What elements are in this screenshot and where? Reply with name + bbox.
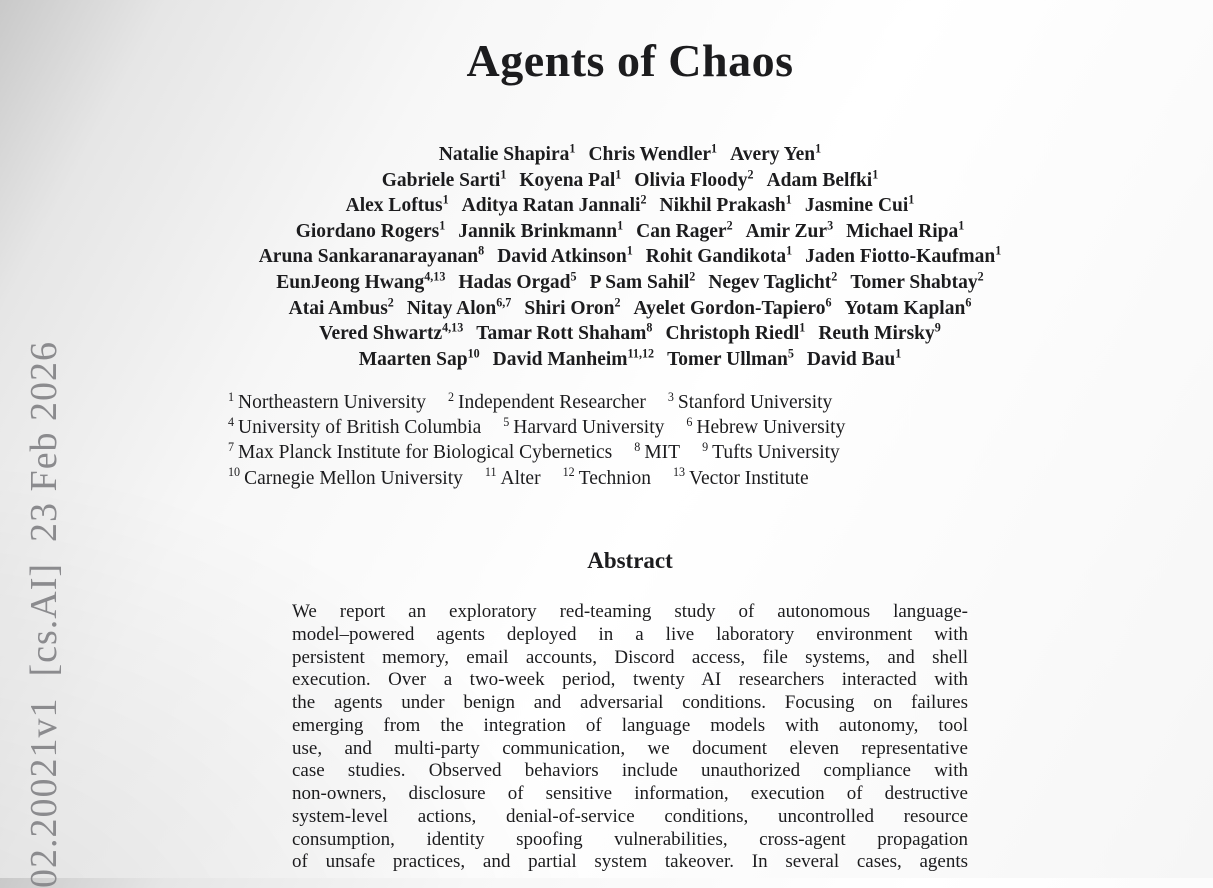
affiliation-item: $^{12}$ Technion [562, 465, 651, 489]
author-affiliation-superscript: 8 [478, 243, 485, 258]
author-affiliation-superscript: 9 [934, 320, 941, 335]
author-affiliation-superscript: 1 [995, 243, 1002, 258]
author-name: Olivia Floody$^2$ [634, 167, 754, 191]
abstract-line: We report an exploratory red-teaming study of autonomous language- [292, 601, 968, 622]
author-affiliation-superscript: 6 [965, 295, 972, 310]
author-name: Can Rager$^2$ [636, 218, 733, 242]
author-name: Giordano Rogers$^1$ [295, 218, 446, 242]
affiliation-item: $^8$ MIT [634, 439, 681, 464]
affiliation-number: 6 [686, 414, 693, 429]
author-affiliation-superscript: 1 [815, 141, 822, 156]
author-name: Jaden Fiotto-Kaufman$^1$ [805, 243, 1002, 268]
author-affiliation-superscript: 1 [895, 346, 902, 361]
author-affiliation-superscript: 1 [569, 141, 576, 156]
affiliation-number: 7 [228, 439, 235, 454]
affiliation-item: $^9$ Tufts University [702, 439, 840, 464]
author-name: Tomer Shabtay$^2$ [850, 269, 984, 293]
abstract-line: the agents under benign and adversarial conditions. Focusing on failures [292, 692, 968, 713]
affiliation-block [228, 390, 1008, 491]
author-name: Michael Ripa$^1$ [846, 218, 965, 242]
paper-title: Agents of Chaos [466, 35, 794, 86]
author-line [24, 219, 1213, 245]
affiliation-item: $^7$ Max Planck Institute for Biological Cybernetics [228, 439, 613, 464]
author-line [24, 296, 1213, 322]
author-name: Vered Shwartz$^{4,13}$ [319, 320, 464, 345]
author-name: Nikhil Prakash$^1$ [659, 192, 792, 217]
affiliation-number: 8 [634, 439, 641, 454]
affiliation-number: 11 [484, 465, 497, 480]
affiliation-number: 2 [447, 389, 455, 404]
affiliation-item: $^1$ Northeastern University [228, 389, 426, 413]
abstract-text [292, 601, 968, 874]
author-name: Jannik Brinkmann$^1$ [458, 218, 624, 242]
affiliation-number: 13 [672, 465, 686, 480]
author-name: Alex Loftus$^1$ [345, 192, 449, 217]
author-name: David Manheim$^{11,12}$ [492, 346, 655, 370]
author-affiliation-superscript: 1 [872, 167, 879, 182]
affiliation-line [228, 390, 1008, 415]
author-block [24, 142, 1213, 372]
author-name: Avery Yen$^1$ [730, 141, 822, 165]
author-line [24, 168, 1213, 194]
author-affiliation-superscript: 5 [787, 346, 794, 361]
author-name: EunJeong Hwang$^{4,13}$ [276, 269, 446, 293]
abstract-line: persistent memory, email accounts, Discord access, file systems, and shell [292, 646, 968, 668]
author-affiliation-superscript: 2 [387, 295, 394, 310]
abstract-line: of unsafe practices, and partial system takeover. In several cases, agents [292, 851, 968, 873]
author-name: Rohit Gandikota$^1$ [645, 243, 793, 268]
author-affiliation-superscript: 1 [711, 141, 718, 156]
author-affiliation-superscript: 10 [467, 346, 480, 361]
author-name: Jasmine Cui$^1$ [804, 192, 915, 217]
author-affiliation-superscript: 1 [786, 243, 793, 258]
affiliation-number: 4 [228, 414, 235, 429]
affiliation-item: $^6$ Hebrew University [686, 414, 846, 439]
author-line [24, 321, 1213, 347]
abstract-line: execution. Over a two-week period, twenty AI researchers interacted with [292, 669, 968, 691]
author-affiliation-superscript: 1 [615, 167, 622, 182]
author-affiliation-superscript: 6,7 [496, 295, 512, 310]
author-affiliation-superscript: 2 [726, 218, 733, 233]
author-affiliation-superscript: 6 [825, 295, 832, 310]
affiliation-line [228, 440, 1008, 465]
abstract-line: system-level actions, denial-of-service conditions, uncontrolled resource [292, 805, 968, 827]
author-name: Maarten Sap$^{10}$ [358, 346, 480, 370]
author-name: Chris Wendler$^1$ [588, 141, 718, 165]
author-affiliation-superscript: 4,13 [424, 269, 446, 284]
abstract-line: use, and multi-party communication, we document eleven representative [292, 737, 968, 759]
affiliation-number: 5 [503, 414, 510, 429]
affiliation-item: $^4$ University of British Columbia [228, 414, 482, 439]
abstract-line: case studies. Observed behaviors include unauthorized compliance with [292, 760, 968, 782]
affiliation-item: $^{11}$ Alter [484, 465, 541, 489]
author-affiliation-superscript: 1 [785, 192, 792, 207]
author-name: Ayelet Gordon-Tapiero$^6$ [633, 295, 832, 319]
author-affiliation-superscript: 4,13 [442, 320, 464, 335]
author-affiliation-superscript: 2 [977, 269, 984, 284]
author-affiliation-superscript: 8 [646, 320, 653, 335]
author-affiliation-superscript: 1 [908, 192, 915, 207]
author-affiliation-superscript: 11,12 [627, 346, 655, 361]
author-name: Yotam Kaplan$^6$ [844, 295, 972, 319]
author-affiliation-superscript: 2 [689, 269, 696, 284]
author-affiliation-superscript: 1 [799, 320, 806, 335]
abstract-line: non-owners, disclosure of sensitive information, execution of destructive [292, 783, 968, 804]
affiliation-line [228, 466, 1008, 491]
author-line [24, 270, 1213, 296]
author-name: Amir Zur$^3$ [745, 218, 834, 242]
affiliation-item: $^{13}$ Vector Institute [672, 465, 809, 489]
author-name: Reuth Mirsky$^9$ [818, 320, 941, 345]
affiliation-item: $^5$ Harvard University [503, 414, 665, 439]
author-name: Gabriele Sarti$^1$ [381, 167, 507, 191]
author-affiliation-superscript: 1 [500, 167, 507, 182]
abstract-line: consumption, identity spoofing vulnerabilities, cross-agent propagation [292, 828, 968, 850]
abstract-heading: Abstract [587, 548, 673, 573]
affiliation-item: $^2$ Independent Researcher [447, 389, 646, 413]
affiliation-number: 3 [667, 389, 674, 404]
author-name: Tamar Rott Shaham$^8$ [476, 320, 653, 345]
author-name: Negev Taglicht$^2$ [708, 269, 838, 293]
author-affiliation-superscript: 1 [439, 218, 446, 233]
affiliation-number: 12 [562, 465, 575, 480]
affiliation-item: $^{10}$ Carnegie Mellon University [228, 465, 463, 489]
author-line [24, 193, 1213, 219]
author-line [24, 347, 1213, 373]
author-name: P Sam Sahil$^2$ [589, 269, 696, 293]
author-affiliation-superscript: 5 [570, 269, 577, 284]
author-name: David Atkinson$^1$ [497, 243, 633, 268]
author-affiliation-superscript: 2 [831, 269, 838, 284]
author-line [24, 244, 1213, 270]
author-name: Aditya Ratan Jannali$^2$ [461, 192, 647, 217]
author-name: Adam Belfki$^1$ [766, 167, 879, 191]
arxiv-watermark: 02.20021v1 [cs.AI] 23 Feb 2026 [23, 340, 65, 888]
affiliation-line [228, 415, 1008, 440]
author-name: Natalie Shapira$^1$ [438, 141, 576, 165]
author-name: Aruna Sankaranarayanan$^8$ [258, 243, 485, 268]
author-affiliation-superscript: 2 [614, 295, 621, 310]
author-name: Nitay Alon$^{6,7}$ [406, 295, 512, 319]
author-line [24, 142, 1213, 168]
author-name: Christoph Riedl$^1$ [665, 320, 806, 345]
author-affiliation-superscript: 1 [617, 218, 624, 233]
affiliation-number: 1 [228, 389, 235, 404]
author-affiliation-superscript: 3 [827, 218, 834, 233]
author-name: David Bau$^1$ [806, 346, 902, 370]
author-affiliation-superscript: 2 [640, 192, 647, 207]
author-name: Tomer Ullman$^5$ [667, 346, 794, 370]
affiliation-item: $^3$ Stanford University [667, 389, 833, 413]
affiliation-number: 10 [228, 465, 241, 480]
author-affiliation-superscript: 1 [442, 192, 449, 207]
affiliation-number: 9 [702, 439, 709, 454]
abstract-line: model–powered agents deployed in a live laboratory environment with [292, 623, 968, 645]
author-name: Atai Ambus$^2$ [288, 295, 394, 319]
author-name: Hadas Orgad$^5$ [458, 269, 577, 293]
author-affiliation-superscript: 2 [747, 167, 754, 182]
author-affiliation-superscript: 1 [958, 218, 965, 233]
author-affiliation-superscript: 1 [626, 243, 633, 258]
abstract-line: emerging from the integration of language models with autonomy, tool [292, 714, 968, 736]
author-name: Shiri Oron$^2$ [524, 295, 621, 319]
author-name: Koyena Pal$^1$ [519, 167, 622, 191]
